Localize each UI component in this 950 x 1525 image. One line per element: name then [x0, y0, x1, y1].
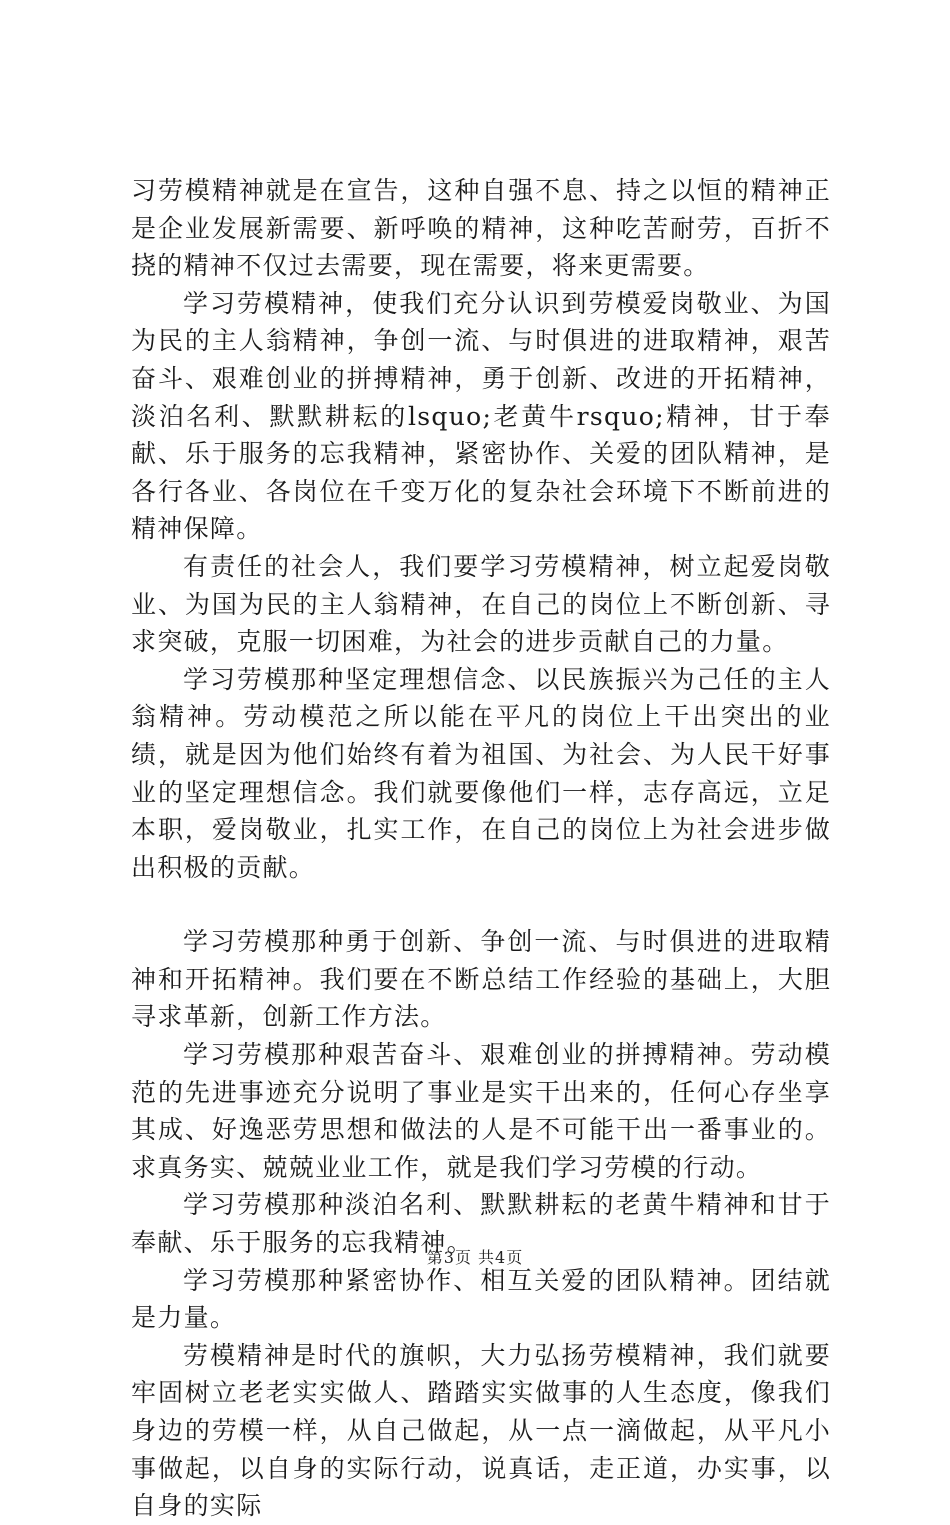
paragraph-4: 学习劳模那种坚定理想信念、以民族振兴为己任的主人翁精神。劳动模范之所以能在平凡的岗位上干出突出的业绩，就是因为他们始终有着为祖国、为社会、为人民干好事业的坚定理想信念。我们就要像他们一样，志存高远，立足本职，爱岗敬业，扎实工作，在自己的岗位上为社会进步做出积极的贡献。	[131, 664, 831, 882]
paragraph-9: 劳模精神是时代的旗帜，大力弘扬劳模精神，我们就要牢固树立老老实实做人、踏踏实实做事的人生态度，像我们身边的劳模一样，从自己做起，从一点一滴做起，从平凡小事做起，以自身的实际行动，说真话，走正道，办实事，以自身的实际	[131, 1340, 831, 1521]
paragraph-6: 学习劳模那种艰苦奋斗、艰难创业的拼搏精神。劳动模范的先进事迹充分说明了事业是实干出来的，任何心存坐享其成、好逸恶劳思想和做法的人是不可能干出一番事业的。求真务实、兢兢业业工作，就是我们学习劳模的行动。	[131, 1040, 831, 1182]
paragraph-2: 学习劳模精神，使我们充分认识到劳模爱岗敬业、为国为民的主人翁精神，争创一流、与时俱进的进取精神，艰苦奋斗、艰难创业的拼搏精神，勇于创新、改进的开拓精神，淡泊名利、默默耕耘的lsquo;老黄牛rsquo;精神，甘于奉献、乐于服务的忘我精神，紧密协作、关爱的团队精神，是各行各业、各岗位在千变万化的复杂社会环境下不断前进的精神保障。	[131, 288, 831, 544]
paragraph-8: 学习劳模那种紧密协作、相互关爱的团队精神。团结就是力量。	[131, 1265, 831, 1333]
page-number-footer: 第3页 共4页	[426, 1248, 524, 1267]
document-body	[131, 172, 831, 1525]
paragraph-3: 有责任的社会人，我们要学习劳模精神，树立起爱岗敬业、为国为民的主人翁精神，在自己的岗位上不断创新、寻求突破，克服一切困难，为社会的进步贡献自己的力量。	[131, 551, 831, 657]
paragraph-5: 学习劳模那种勇于创新、争创一流、与时俱进的进取精神和开拓精神。我们要在不断总结工作经验的基础上，大胆寻求革新，创新工作方法。	[131, 927, 831, 1032]
paragraph-7: 学习劳模那种淡泊名利、默默耕耘的老黄牛精神和甘于奉献、乐于服务的忘我精神。	[131, 1190, 831, 1258]
paragraph-1: 习劳模精神就是在宣告，这种自强不息、持之以恒的精神正是企业发展新需要、新呼唤的精神，这种吃苦耐劳，百折不挠的精神不仅过去需要，现在需要，将来更需要。	[131, 176, 831, 281]
